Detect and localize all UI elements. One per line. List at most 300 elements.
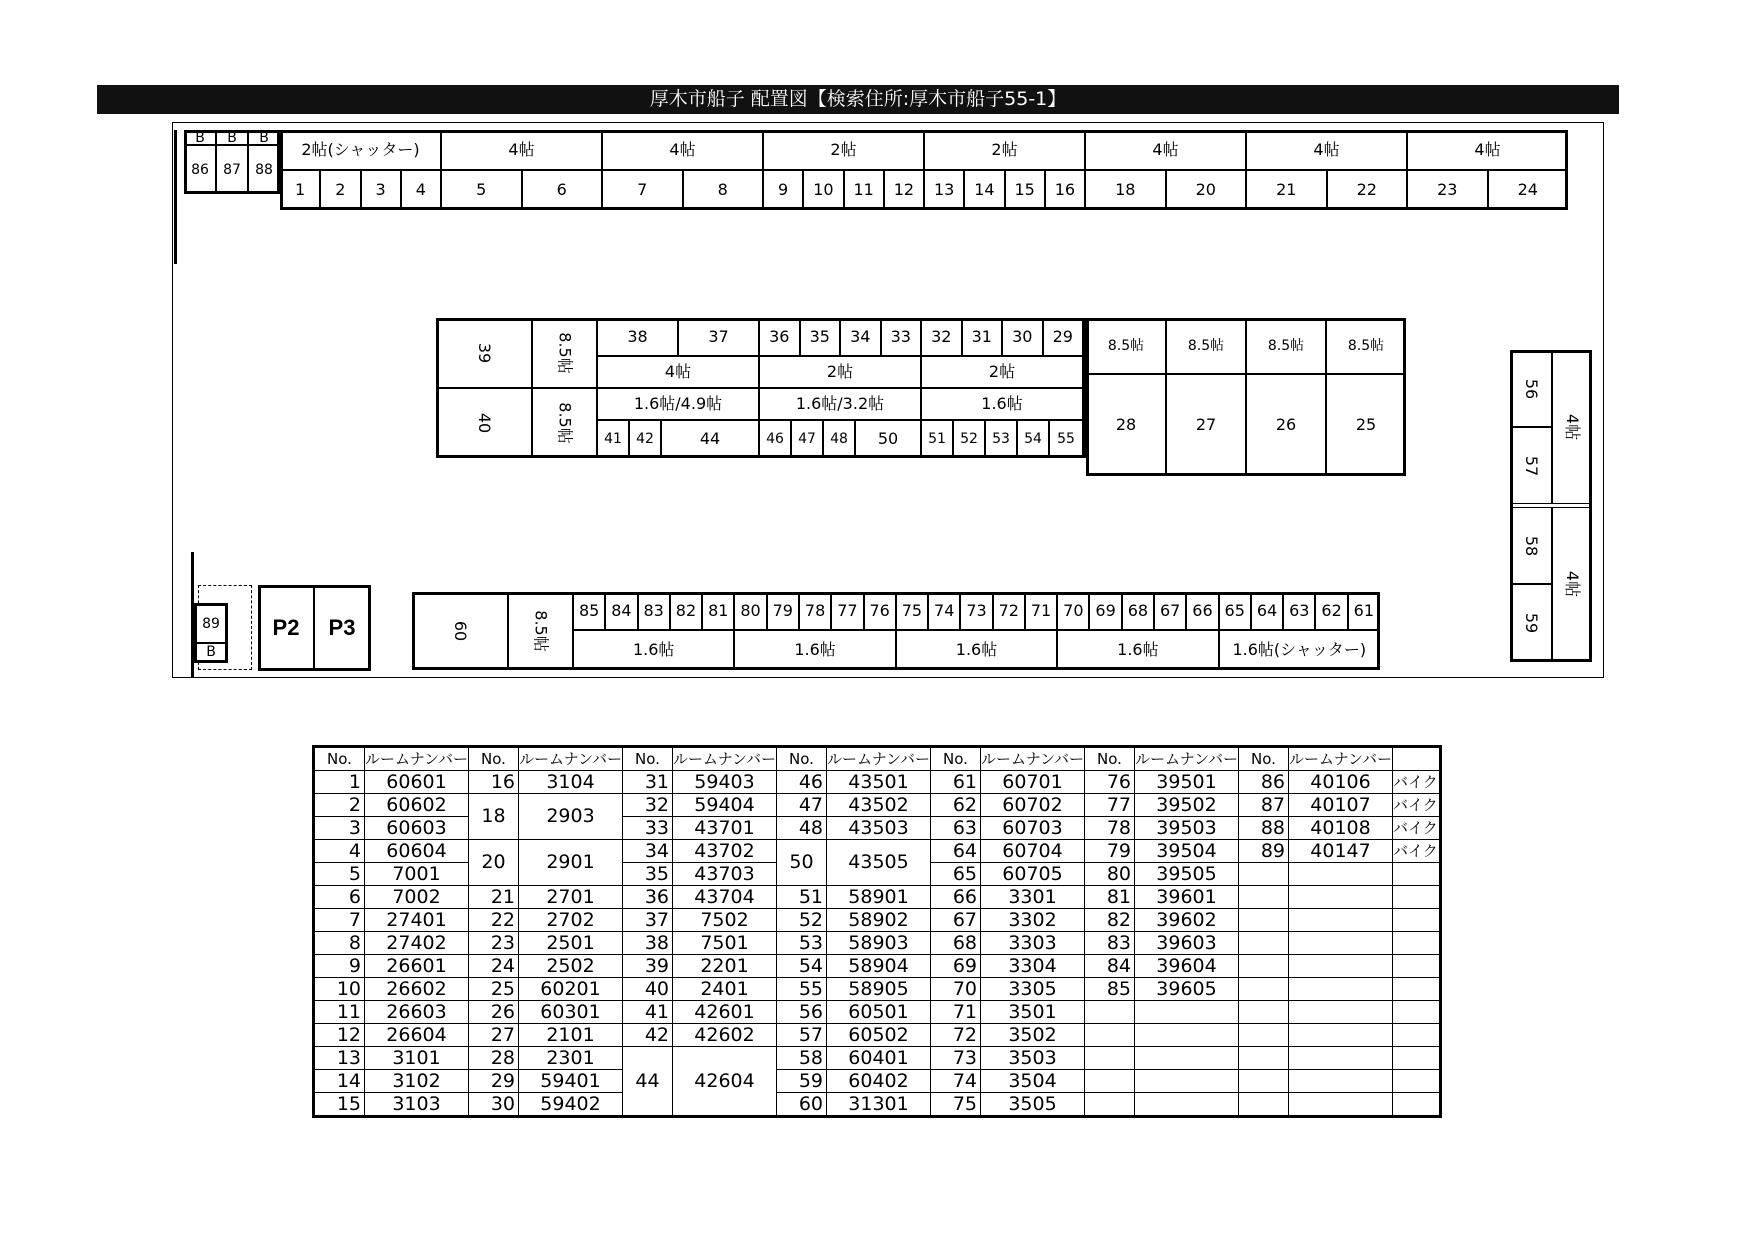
storage-unit-72: 72 — [993, 592, 1025, 630]
cell-room-number: 60502 — [827, 1024, 931, 1047]
storage-unit-2: 2 — [320, 170, 360, 210]
cell-room-number: 7002 — [365, 886, 469, 909]
storage-unit-40-label: 40 — [474, 412, 494, 434]
storage-unit-14: 14 — [964, 170, 1004, 210]
table-row — [314, 955, 1441, 978]
cell-room-number: 39604 — [1135, 955, 1239, 978]
cell-no: 6 — [314, 886, 365, 909]
cell-room-number: 3502 — [981, 1024, 1085, 1047]
storage-unit-48: 48 — [823, 420, 855, 458]
storage-unit-70: 70 — [1057, 592, 1089, 630]
storage-unit-61: 61 — [1348, 592, 1380, 630]
cell-no: 67 — [931, 909, 981, 932]
storage-unit-33: 33 — [881, 318, 922, 356]
storage-unit-size-label: 8.5帖 — [531, 610, 551, 652]
storage-unit-76: 76 — [864, 592, 896, 630]
storage-group-size: 4帖 — [1246, 130, 1407, 170]
cell-room-number: 2201 — [673, 955, 777, 978]
cell-no: 29 — [469, 1070, 519, 1093]
cell-room-number: 39504 — [1135, 840, 1239, 863]
cell-room-number: 2702 — [519, 909, 623, 932]
storage-unit-58-label: 58 — [1521, 535, 1541, 556]
cell-room-number: 60602 — [365, 794, 469, 817]
cell-no: 60 — [777, 1093, 827, 1117]
cell-no: 33 — [623, 817, 673, 840]
header-no: No. — [623, 747, 673, 771]
cell-no — [1085, 1024, 1135, 1047]
header-room-number: ルームナンバー — [981, 747, 1085, 771]
header-extra — [1393, 747, 1441, 771]
cell-extra — [1393, 978, 1441, 1001]
cell-room-number: 43702 — [673, 840, 777, 863]
storage-unit-50: 50 — [855, 420, 921, 458]
cell-no: 26 — [469, 1001, 519, 1024]
cell-room-number: 7001 — [365, 863, 469, 886]
cell-no — [1085, 1047, 1135, 1070]
cell-no: 89 — [1239, 840, 1289, 863]
storage-unit-23: 23 — [1407, 170, 1488, 210]
storage-unit-36: 36 — [759, 318, 800, 356]
storage-unit-67: 67 — [1154, 592, 1186, 630]
storage-unit-60-label: 60 — [450, 620, 470, 642]
cell-no: 50 — [777, 840, 827, 886]
cell-no: 77 — [1085, 794, 1135, 817]
storage-unit-75: 75 — [896, 592, 928, 630]
storage-unit-4: 4 — [401, 170, 441, 210]
cell-room-number: 2701 — [519, 886, 623, 909]
storage-unit-8: 8 — [683, 170, 764, 210]
cell-room-number: 60501 — [827, 1001, 931, 1024]
cell-room-number: 59403 — [673, 771, 777, 794]
cell-room-number: 60704 — [981, 840, 1085, 863]
storage-unit-26: 26 — [1246, 374, 1326, 476]
storage-group-size: 2帖 — [924, 130, 1085, 170]
cell-extra — [1393, 909, 1441, 932]
cell-no: 11 — [314, 1001, 365, 1024]
cell-extra — [1393, 886, 1441, 909]
storage-group-size: 4帖 — [597, 356, 759, 388]
cell-room-number: 3503 — [981, 1047, 1085, 1070]
table-row — [314, 1024, 1441, 1047]
table-row — [314, 978, 1441, 1001]
cell-no: 64 — [931, 840, 981, 863]
table-row — [314, 1093, 1441, 1117]
cell-room-number: 3304 — [981, 955, 1085, 978]
storage-unit-27: 27 — [1166, 374, 1246, 476]
cell-no: 4 — [314, 840, 365, 863]
cell-no: 73 — [931, 1047, 981, 1070]
cell-room-number: 42601 — [673, 1001, 777, 1024]
bike-bay-label: B — [196, 643, 226, 661]
storage-unit-53: 53 — [985, 420, 1017, 458]
cell-room-number: 40106 — [1289, 771, 1393, 794]
cell-room-number: 3305 — [981, 978, 1085, 1001]
storage-group-size: 1.6帖/4.9帖 — [597, 388, 759, 420]
storage-unit-22: 22 — [1327, 170, 1408, 210]
cell-extra — [1393, 1001, 1441, 1024]
cell-room-number: 40108 — [1289, 817, 1393, 840]
cell-no: 79 — [1085, 840, 1135, 863]
storage-unit-69: 69 — [1089, 592, 1121, 630]
header-no: No. — [1239, 747, 1289, 771]
cell-room-number: 3101 — [365, 1047, 469, 1070]
cell-room-number: 3302 — [981, 909, 1085, 932]
cell-room-number: 58901 — [827, 886, 931, 909]
storage-group-size: 2帖 — [921, 356, 1083, 388]
parking-block — [258, 585, 371, 671]
table-row — [314, 840, 1441, 863]
storage-unit-24: 24 — [1488, 170, 1569, 210]
cell-room-number: 60603 — [365, 817, 469, 840]
storage-unit-62: 62 — [1315, 592, 1347, 630]
header-room-number: ルームナンバー — [519, 747, 623, 771]
cell-room-number: 39501 — [1135, 771, 1239, 794]
cell-no: 16 — [469, 771, 519, 794]
storage-unit-42: 42 — [629, 420, 661, 458]
cell-room-number: 60401 — [827, 1047, 931, 1070]
cell-no: 40 — [623, 978, 673, 1001]
cell-room-number: 7502 — [673, 909, 777, 932]
cell-room-number — [1289, 863, 1393, 886]
table-row — [314, 1070, 1441, 1093]
cell-room-number: 40107 — [1289, 794, 1393, 817]
cell-room-number — [1289, 1093, 1393, 1117]
cell-room-number: 2901 — [519, 840, 623, 886]
cell-no: 47 — [777, 794, 827, 817]
cell-no: 27 — [469, 1024, 519, 1047]
cell-no: 15 — [314, 1093, 365, 1117]
storage-unit-55: 55 — [1049, 420, 1083, 458]
table-row — [314, 1047, 1441, 1070]
cell-no: 14 — [314, 1070, 365, 1093]
left-wall-top — [174, 130, 177, 264]
cell-no: 82 — [1085, 909, 1135, 932]
bike-bay-86: 86 — [184, 145, 216, 194]
storage-unit-21: 21 — [1246, 170, 1327, 210]
storage-unit-82: 82 — [670, 592, 702, 630]
cell-no — [1239, 863, 1289, 886]
cell-room-number: 2903 — [519, 794, 623, 840]
cell-extra — [1393, 955, 1441, 978]
table-row — [314, 932, 1441, 955]
cell-no: 58 — [777, 1047, 827, 1070]
cell-no: 68 — [931, 932, 981, 955]
storage-unit-18: 18 — [1085, 170, 1166, 210]
cell-extra: バイク — [1393, 771, 1441, 794]
cell-room-number — [1135, 1024, 1239, 1047]
cell-no: 46 — [777, 771, 827, 794]
storage-unit-41: 41 — [597, 420, 629, 458]
storage-group-size-label: 4帖 — [1563, 413, 1582, 441]
storage-unit-13: 13 — [924, 170, 964, 210]
header-room-number: ルームナンバー — [1289, 747, 1393, 771]
cell-no: 36 — [623, 886, 673, 909]
storage-group-size: 4帖 — [1407, 130, 1568, 170]
cell-room-number: 42602 — [673, 1024, 777, 1047]
storage-unit-5: 5 — [441, 170, 522, 210]
storage-unit-81: 81 — [702, 592, 734, 630]
cell-room-number: 2101 — [519, 1024, 623, 1047]
cell-no — [1239, 1093, 1289, 1117]
cell-no: 84 — [1085, 955, 1135, 978]
cell-no — [1085, 1070, 1135, 1093]
top-row-block — [280, 130, 1568, 210]
bike-bay-87: 87 — [216, 145, 248, 194]
cell-no: 51 — [777, 886, 827, 909]
cell-extra: バイク — [1393, 817, 1441, 840]
cell-no: 23 — [469, 932, 519, 955]
cell-room-number: 7501 — [673, 932, 777, 955]
bike-bays-block — [184, 130, 280, 194]
large-units-block — [1086, 318, 1406, 476]
room-number-table — [312, 745, 1442, 1118]
header-room-number: ルームナンバー — [827, 747, 931, 771]
storage-unit-84: 84 — [605, 592, 637, 630]
header-no: No. — [931, 747, 981, 771]
storage-unit-12: 12 — [884, 170, 924, 210]
cell-no — [1239, 1047, 1289, 1070]
table-row — [314, 909, 1441, 932]
cell-room-number: 2501 — [519, 932, 623, 955]
cell-room-number: 60701 — [981, 771, 1085, 794]
cell-room-number: 42604 — [673, 1047, 777, 1117]
storage-group-size: 4帖 — [441, 130, 602, 170]
cell-room-number: 27401 — [365, 909, 469, 932]
cell-no: 59 — [777, 1070, 827, 1093]
cell-room-number: 60702 — [981, 794, 1085, 817]
cell-no: 86 — [1239, 771, 1289, 794]
storage-group-size: 1.6帖 — [1057, 630, 1218, 670]
cell-no: 72 — [931, 1024, 981, 1047]
storage-unit-71: 71 — [1025, 592, 1057, 630]
storage-group-size: 2帖(シャッター) — [280, 130, 441, 170]
storage-group-size: 1.6帖 — [896, 630, 1057, 670]
storage-group-size: 1.6帖 — [921, 388, 1083, 420]
cell-room-number — [1289, 932, 1393, 955]
cell-no: 30 — [469, 1093, 519, 1117]
bottom-row-block — [412, 592, 1380, 670]
cell-no: 2 — [314, 794, 365, 817]
cell-no: 85 — [1085, 978, 1135, 1001]
cell-room-number: 39505 — [1135, 863, 1239, 886]
storage-unit-31: 31 — [962, 318, 1003, 356]
storage-unit-85: 85 — [573, 592, 605, 630]
cell-no — [1239, 978, 1289, 1001]
cell-room-number — [1289, 1070, 1393, 1093]
storage-unit-79: 79 — [767, 592, 799, 630]
cell-no: 83 — [1085, 932, 1135, 955]
cell-room-number: 3504 — [981, 1070, 1085, 1093]
cell-no: 75 — [931, 1093, 981, 1117]
cell-room-number: 43505 — [827, 840, 931, 886]
bike-bay-block — [194, 603, 228, 663]
cell-room-number: 3501 — [981, 1001, 1085, 1024]
cell-extra: バイク — [1393, 840, 1441, 863]
cell-room-number: 3104 — [519, 771, 623, 794]
cell-no: 9 — [314, 955, 365, 978]
storage-unit-16: 16 — [1045, 170, 1085, 210]
storage-unit-size: 8.5帖 — [1166, 318, 1246, 374]
cell-room-number: 43503 — [827, 817, 931, 840]
cell-no: 55 — [777, 978, 827, 1001]
cell-room-number: 26602 — [365, 978, 469, 1001]
storage-unit-20: 20 — [1166, 170, 1247, 210]
cell-room-number: 60705 — [981, 863, 1085, 886]
cell-no — [1239, 955, 1289, 978]
table-row — [314, 794, 1441, 817]
table-row — [314, 771, 1441, 794]
cell-no: 5 — [314, 863, 365, 886]
storage-unit-size-label: 8.5帖 — [555, 332, 575, 374]
cell-room-number: 39503 — [1135, 817, 1239, 840]
cell-no: 20 — [469, 840, 519, 886]
cell-no: 12 — [314, 1024, 365, 1047]
cell-room-number: 39601 — [1135, 886, 1239, 909]
storage-unit-6: 6 — [522, 170, 603, 210]
storage-unit-29: 29 — [1043, 318, 1084, 356]
cell-no: 54 — [777, 955, 827, 978]
cell-no: 53 — [777, 932, 827, 955]
cell-no — [1239, 909, 1289, 932]
cell-room-number: 2301 — [519, 1047, 623, 1070]
cell-room-number — [1289, 1001, 1393, 1024]
bike-bay-89: 89 — [196, 605, 226, 643]
cell-no: 1 — [314, 771, 365, 794]
cell-room-number: 43701 — [673, 817, 777, 840]
cell-room-number: 43502 — [827, 794, 931, 817]
storage-unit-65: 65 — [1219, 592, 1251, 630]
storage-unit-57-label: 57 — [1521, 455, 1541, 476]
cell-room-number: 26603 — [365, 1001, 469, 1024]
storage-unit-46: 46 — [759, 420, 791, 458]
cell-no — [1239, 1024, 1289, 1047]
cell-room-number: 3102 — [365, 1070, 469, 1093]
storage-unit-10: 10 — [803, 170, 843, 210]
cell-no: 7 — [314, 909, 365, 932]
cell-no: 22 — [469, 909, 519, 932]
cell-room-number: 60402 — [827, 1070, 931, 1093]
cell-room-number: 3505 — [981, 1093, 1085, 1117]
cell-room-number: 3301 — [981, 886, 1085, 909]
header-room-number: ルームナンバー — [365, 747, 469, 771]
cell-room-number: 39602 — [1135, 909, 1239, 932]
cell-room-number — [1135, 1070, 1239, 1093]
cell-no: 62 — [931, 794, 981, 817]
bike-bay-label: B — [248, 130, 280, 145]
cell-extra — [1393, 932, 1441, 955]
cell-no: 37 — [623, 909, 673, 932]
storage-group-size: 4帖 — [1085, 130, 1246, 170]
cell-extra — [1393, 1070, 1441, 1093]
storage-group-size: 1.6帖 — [734, 630, 895, 670]
cell-no: 57 — [777, 1024, 827, 1047]
storage-unit-11: 11 — [844, 170, 884, 210]
cell-room-number: 26604 — [365, 1024, 469, 1047]
cell-no — [1239, 1001, 1289, 1024]
storage-unit-size: 8.5帖 — [1246, 318, 1326, 374]
header-no: No. — [469, 747, 519, 771]
cell-room-number — [1135, 1047, 1239, 1070]
cell-no: 78 — [1085, 817, 1135, 840]
header-no: No. — [777, 747, 827, 771]
cell-no: 52 — [777, 909, 827, 932]
cell-no: 61 — [931, 771, 981, 794]
page-title: 厚木市船子 配置図【検索住所:厚木市船子55-1】 — [97, 85, 1619, 114]
storage-unit-59-label: 59 — [1521, 612, 1541, 633]
cell-room-number: 39603 — [1135, 932, 1239, 955]
cell-no: 34 — [623, 840, 673, 863]
storage-unit-30: 30 — [1002, 318, 1043, 356]
storage-unit-15: 15 — [1005, 170, 1045, 210]
parking-space-p3: P3 — [314, 585, 370, 671]
cell-room-number: 58903 — [827, 932, 931, 955]
bike-bay-label: B — [184, 130, 216, 145]
cell-no: 10 — [314, 978, 365, 1001]
cell-room-number: 2401 — [673, 978, 777, 1001]
storage-group-size-label: 4帖 — [1563, 570, 1582, 598]
cell-room-number: 43501 — [827, 771, 931, 794]
cell-extra — [1393, 863, 1441, 886]
storage-unit-35: 35 — [800, 318, 841, 356]
cell-room-number: 58904 — [827, 955, 931, 978]
cell-room-number — [1289, 955, 1393, 978]
cell-room-number — [1289, 909, 1393, 932]
right-block — [1510, 350, 1592, 662]
cell-no: 44 — [623, 1047, 673, 1117]
table-header-row — [314, 747, 1441, 771]
storage-unit-39-label: 39 — [474, 342, 494, 364]
cell-no: 88 — [1239, 817, 1289, 840]
cell-room-number: 60601 — [365, 771, 469, 794]
cell-no: 31 — [623, 771, 673, 794]
cell-no: 76 — [1085, 771, 1135, 794]
cell-no: 65 — [931, 863, 981, 886]
cell-no: 8 — [314, 932, 365, 955]
cell-no: 74 — [931, 1070, 981, 1093]
storage-unit-54: 54 — [1017, 420, 1049, 458]
cell-room-number: 31301 — [827, 1093, 931, 1117]
cell-room-number: 27402 — [365, 932, 469, 955]
cell-no: 71 — [931, 1001, 981, 1024]
cell-no: 28 — [469, 1047, 519, 1070]
cell-no: 38 — [623, 932, 673, 955]
storage-unit-47: 47 — [791, 420, 823, 458]
cell-no: 39 — [623, 955, 673, 978]
storage-unit-66: 66 — [1186, 592, 1218, 630]
cell-no: 32 — [623, 794, 673, 817]
storage-unit-size-label: 8.5帖 — [555, 402, 575, 444]
cell-room-number: 43704 — [673, 886, 777, 909]
storage-group-size: 2帖 — [759, 356, 921, 388]
cell-room-number: 58905 — [827, 978, 931, 1001]
cell-room-number — [1135, 1093, 1239, 1117]
storage-unit-34: 34 — [840, 318, 881, 356]
cell-no: 35 — [623, 863, 673, 886]
cell-room-number: 26601 — [365, 955, 469, 978]
cell-no: 70 — [931, 978, 981, 1001]
cell-no: 13 — [314, 1047, 365, 1070]
cell-no: 25 — [469, 978, 519, 1001]
storage-unit-83: 83 — [638, 592, 670, 630]
cell-no: 41 — [623, 1001, 673, 1024]
storage-unit-size: 8.5帖 — [1326, 318, 1406, 374]
cell-room-number: 60703 — [981, 817, 1085, 840]
storage-unit-77: 77 — [831, 592, 863, 630]
cell-no: 21 — [469, 886, 519, 909]
storage-unit-3: 3 — [361, 170, 401, 210]
cell-no: 56 — [777, 1001, 827, 1024]
storage-unit-80: 80 — [734, 592, 766, 630]
